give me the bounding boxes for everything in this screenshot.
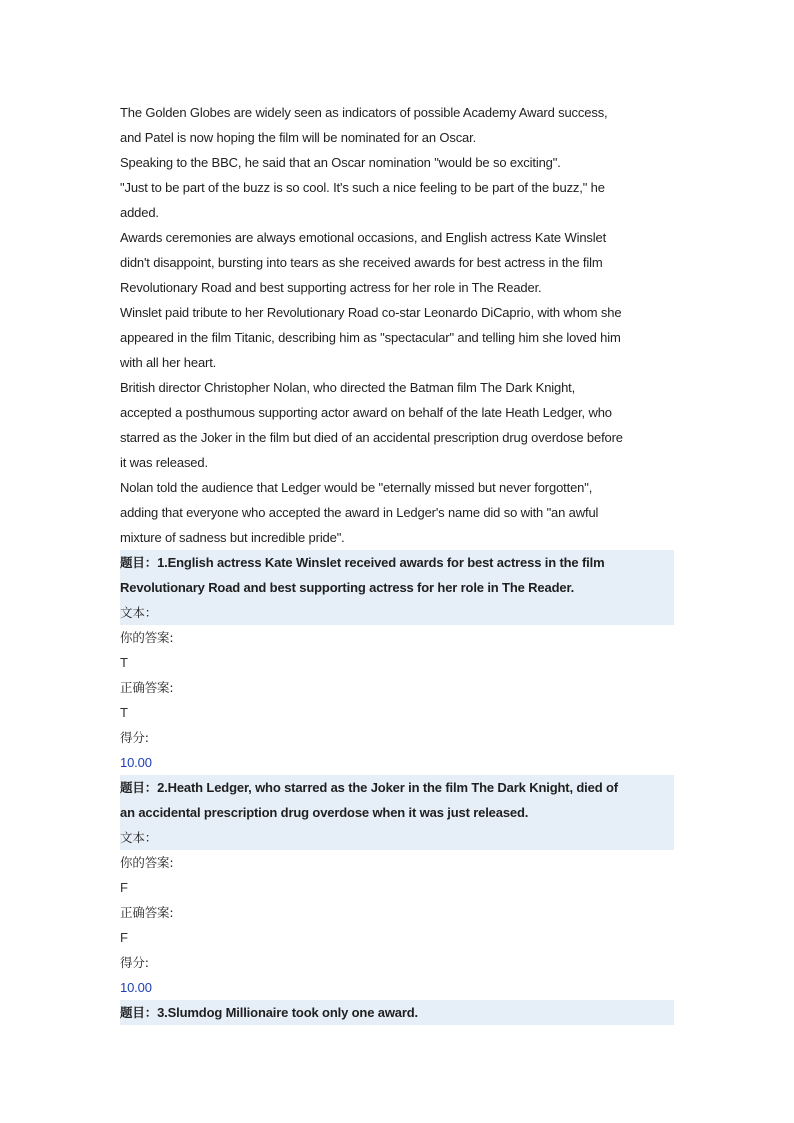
question-text: Revolutionary Road and best supporting actress for her role in The Reader.	[120, 580, 575, 595]
question-header	[120, 550, 674, 600]
question-3	[120, 1000, 674, 1025]
your-answer-value: T	[120, 655, 128, 670]
score-value: 10.00	[120, 980, 152, 995]
your-answer-value: F	[120, 880, 128, 895]
passage-line: starred as the Joker in the film but died of an accidental prescription drug overdose before	[120, 430, 623, 445]
paragraph-winslet	[120, 225, 674, 300]
paragraph-nolan	[120, 375, 674, 475]
passage-line: Nolan told the audience that Ledger would be "eternally missed but never forgotten",	[120, 480, 593, 495]
passage-line: accepted a posthumous supporting actor award on behalf of the late Heath Ledger, who	[120, 405, 612, 420]
passage-line: added.	[120, 205, 159, 220]
question-1	[120, 550, 674, 775]
paragraph-bbc	[120, 150, 674, 175]
score-label: 得分:	[120, 955, 149, 970]
passage-line: Speaking to the BBC, he said that an Oscar nomination "would be so exciting".	[120, 155, 561, 170]
passage-line: with all her heart.	[120, 355, 217, 370]
passage-line: Winslet paid tribute to her Revolutionary Road co-star Leonardo DiCaprio, with whom she	[120, 305, 622, 320]
question-header	[120, 1000, 674, 1025]
score-value: 10.00	[120, 755, 152, 770]
passage-line: Awards ceremonies are always emotional occasions, and English actress Kate Winslet	[120, 230, 607, 245]
article-passage	[120, 100, 674, 550]
passage-line: and Patel is now hoping the film will be nominated for an Oscar.	[120, 130, 477, 145]
passage-line: Revolutionary Road and best supporting actress for her role in The Reader.	[120, 280, 542, 295]
text-label: 文本：	[120, 600, 674, 625]
passage-line: "Just to be part of the buzz is so cool. It's such a nice feeling to be part of the buzz," he	[120, 180, 605, 195]
passage-line: didn't disappoint, bursting into tears as she received awards for best actress in the film	[120, 255, 603, 270]
question-text: 2.Heath Ledger, who starred as the Joker in the film The Dark Knight, died of	[157, 780, 618, 795]
passage-line: British director Christopher Nolan, who directed the Batman film The Dark Knight,	[120, 380, 576, 395]
passage-line: appeared in the film Titanic, describing him as "spectacular" and telling him she loved him	[120, 330, 621, 345]
question-text: 3.Slumdog Millionaire took only one award.	[157, 1005, 419, 1020]
text-label: 文本：	[120, 825, 674, 850]
paragraph-golden-globes	[120, 100, 674, 150]
question-label: 题目：	[120, 1005, 158, 1020]
passage-line: The Golden Globes are widely seen as indicators of possible Academy Award success,	[120, 105, 608, 120]
question-text: an accidental prescription drug overdose when it was just released.	[120, 805, 529, 820]
question-text: 1.English actress Kate Winslet received awards for best actress in the film	[157, 555, 605, 570]
question-label: 题目：	[120, 555, 158, 570]
question-header	[120, 775, 674, 825]
document-page	[120, 100, 674, 1025]
correct-answer-label: 正确答案:	[120, 680, 174, 695]
passage-line: adding that everyone who accepted the award in Ledger's name did so with "an awful	[120, 505, 599, 520]
paragraph-ledger-tribute	[120, 475, 674, 550]
paragraph-dicaprio	[120, 300, 674, 375]
your-answer-label: 你的答案:	[120, 630, 174, 645]
correct-answer-value: T	[120, 705, 128, 720]
correct-answer-value: F	[120, 930, 128, 945]
passage-line: it was released.	[120, 455, 208, 470]
correct-answer-label: 正确答案:	[120, 905, 174, 920]
passage-line: mixture of sadness but incredible pride".	[120, 530, 345, 545]
score-label: 得分:	[120, 730, 149, 745]
question-label: 题目：	[120, 780, 158, 795]
your-answer-label: 你的答案:	[120, 855, 174, 870]
question-2	[120, 775, 674, 1000]
paragraph-buzz	[120, 175, 674, 225]
